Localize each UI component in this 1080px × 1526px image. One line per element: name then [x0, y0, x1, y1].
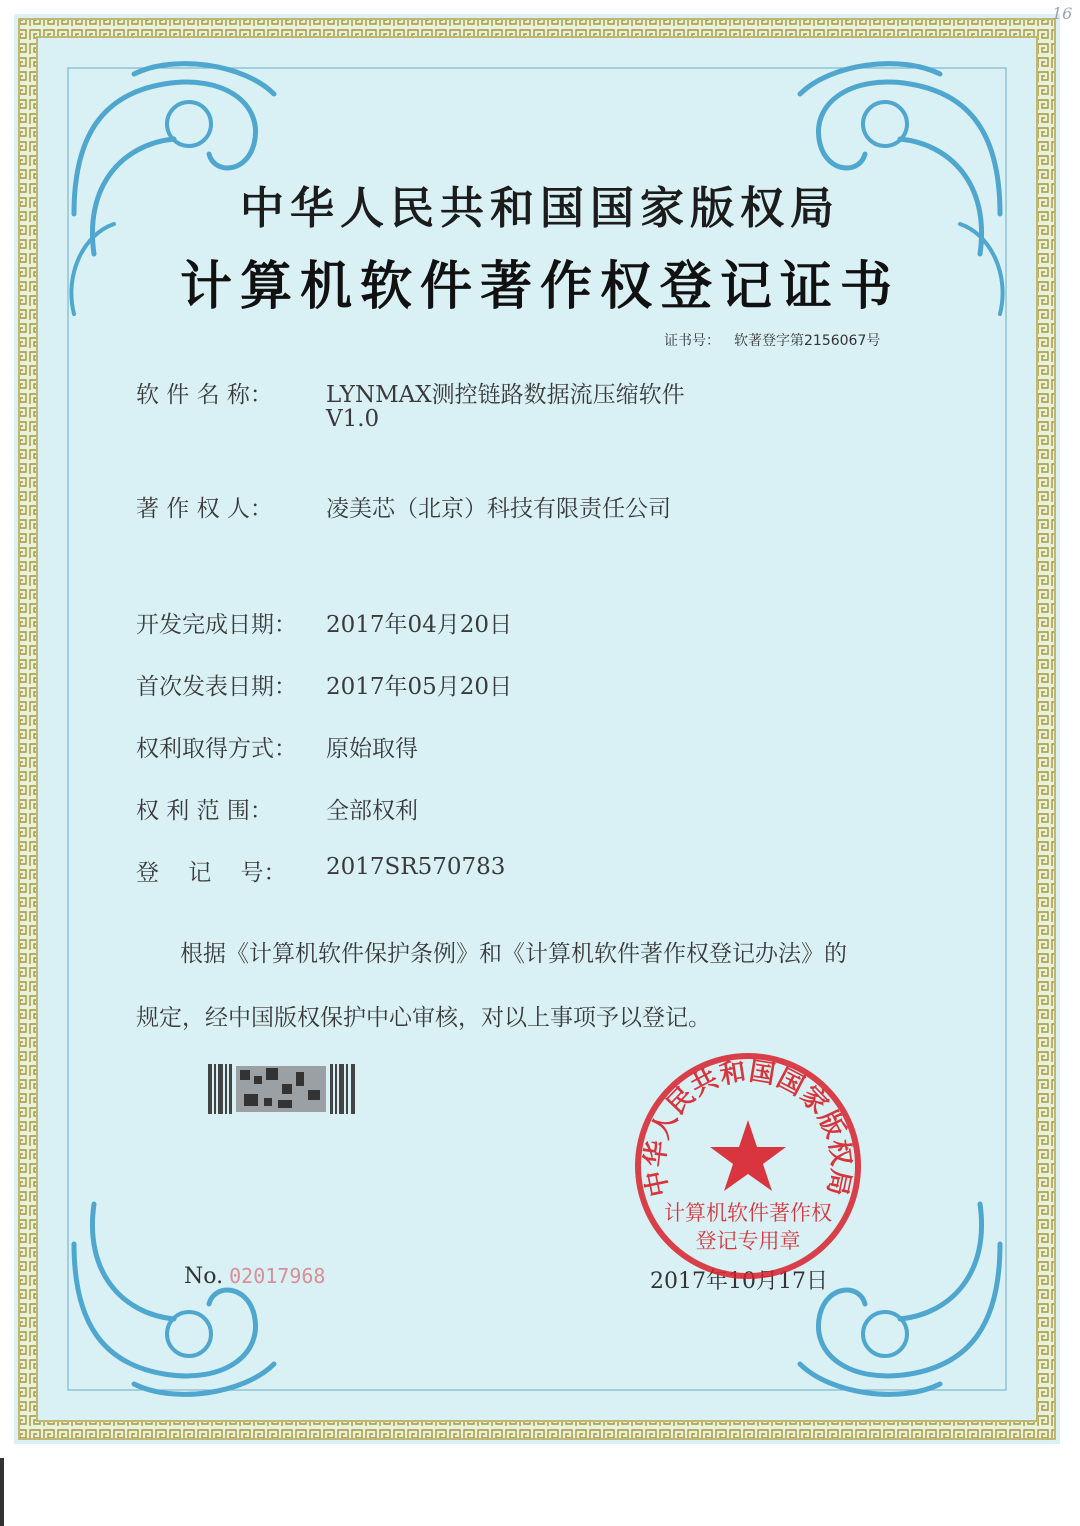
official-seal-stamp	[630, 1048, 866, 1284]
field-label: 首次发表日期：	[136, 674, 297, 700]
seal-arc-text: 中华人民共和国国家版权局	[640, 1056, 856, 1200]
statement-line-2: 规定，经中国版权保护中心审核，对以上事项予以登记。	[136, 1005, 711, 1031]
certificate-number-value: 软著登字第2156067号	[734, 333, 881, 349]
seal-inner-line-2: 登记专用章	[695, 1229, 801, 1253]
seal-inner-line-1: 计算机软件著作权	[664, 1201, 832, 1225]
field-label: 软 件 名 称：	[136, 382, 273, 408]
seal-star-icon	[710, 1120, 786, 1191]
field-registration-number	[136, 854, 506, 887]
issuer-title: 中华人民共和国国家版权局	[240, 183, 840, 234]
corner-ornament-bottom-left	[74, 1204, 274, 1394]
field-label: 权利取得方式：	[136, 736, 297, 762]
field-value: 2017年04月20日	[326, 612, 513, 638]
serial-number-label: No.	[184, 1264, 224, 1289]
field-dev-completion-date	[136, 606, 513, 639]
field-value: 原始取得	[326, 736, 418, 762]
serial-number-value: 02017968	[229, 1264, 326, 1288]
field-rights-scope	[136, 792, 418, 825]
field-value-version: V1.0	[326, 406, 380, 432]
issue-date: 2017年10月17日	[650, 1269, 828, 1294]
field-value: 全部权利	[326, 798, 418, 824]
handwritten-page-number: 16	[1052, 4, 1073, 23]
certificate-title: 计算机软件著作权登记证书	[179, 256, 900, 317]
field-label: 开发完成日期：	[136, 612, 297, 638]
statement-line-1: 根据《计算机软件保护条例》和《计算机软件著作权登记办法》的	[180, 941, 847, 967]
field-label: 登 记 号：	[136, 860, 287, 886]
field-label: 著 作 权 人：	[136, 496, 273, 522]
certificate-number-label: 证书号：	[664, 333, 720, 349]
field-rights-acquisition	[136, 730, 418, 763]
scan-edge-mark	[0, 1458, 4, 1526]
field-value: 2017SR570783	[326, 854, 506, 880]
field-label: 权 利 范 围：	[136, 798, 273, 824]
field-software-name	[136, 376, 685, 432]
certificate-number	[664, 330, 880, 350]
barcode	[208, 1064, 358, 1114]
field-copyright-owner	[136, 490, 671, 523]
field-value: 凌美芯（北京）科技有限责任公司	[326, 496, 671, 522]
field-first-publication-date	[136, 668, 513, 701]
field-value: LYNMAX测控链路数据流压缩软件	[326, 382, 685, 408]
serial-number	[184, 1264, 325, 1289]
field-value: 2017年05月20日	[326, 674, 513, 700]
